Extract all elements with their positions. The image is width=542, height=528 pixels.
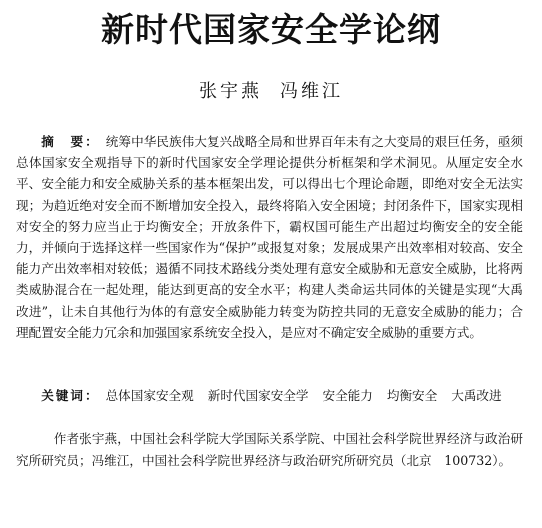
author-name: 张宇燕 bbox=[199, 81, 262, 102]
abstract bbox=[16, 131, 523, 343]
keyword: 安全能力 bbox=[322, 388, 373, 403]
paper-title: 新时代国家安全学论纲 bbox=[101, 10, 441, 49]
abstract-text: 统筹中华民族伟大复兴战略全局和世界百年未有之大变局的艰巨任务，亟须总体国家安全观指导下的新时代国家安全学理论提供分析框架和学术洞见。从厘定安全水平、安全能力和安全威胁关系的基本框架出发，可以得出七个理论命题，即绝对安全无法实现；为趋近绝对安全而不断增加安全投入，最终将陷入安全困境；封闭条件下，国家实现相对安全的努力应当止于均衡安全；开放条件下，霸权国可能生产出超过均衡安全的安全能力，并倾向于选择这样一些国家作为“保护”或报复对象；发展成果产出效率相对较高、安全能力产出效率相对较低；遏循不同技术路线分类处理有意安全威胁和无意安全威胁，比将两类威胁混合在一起处理，能达到更高的安全水平；构建人类命运共同体的关键是实现“大禹改进”，让未自其他行为体的有意安全威胁能力转变为防控共同的无意安全威胁的能力；合理配置安全能力冗余和加强国家系统安全投入，是应对不确定安全威胁的重要方式。 bbox=[16, 134, 524, 340]
author-name: 冯维江 bbox=[280, 81, 343, 102]
keyword: 新时代国家安全学 bbox=[207, 388, 309, 403]
author-note: 作者张宇燕，中国社会科学院大学国际关系学院、中国社会科学院世界经济与政治研究所研究员；冯维江，中国社会科学院世界经济与政治研究所研究员（北京 100732）。 bbox=[16, 431, 523, 468]
author-line bbox=[0, 80, 542, 104]
keyword: 总体国家安全观 bbox=[105, 388, 194, 403]
keyword: 大禹改进 bbox=[451, 388, 502, 403]
keywords-label: 关键词： bbox=[41, 388, 100, 403]
abstract-label: 摘 要： bbox=[41, 134, 100, 149]
keyword: 均衡安全 bbox=[386, 388, 438, 403]
keywords bbox=[16, 385, 523, 406]
